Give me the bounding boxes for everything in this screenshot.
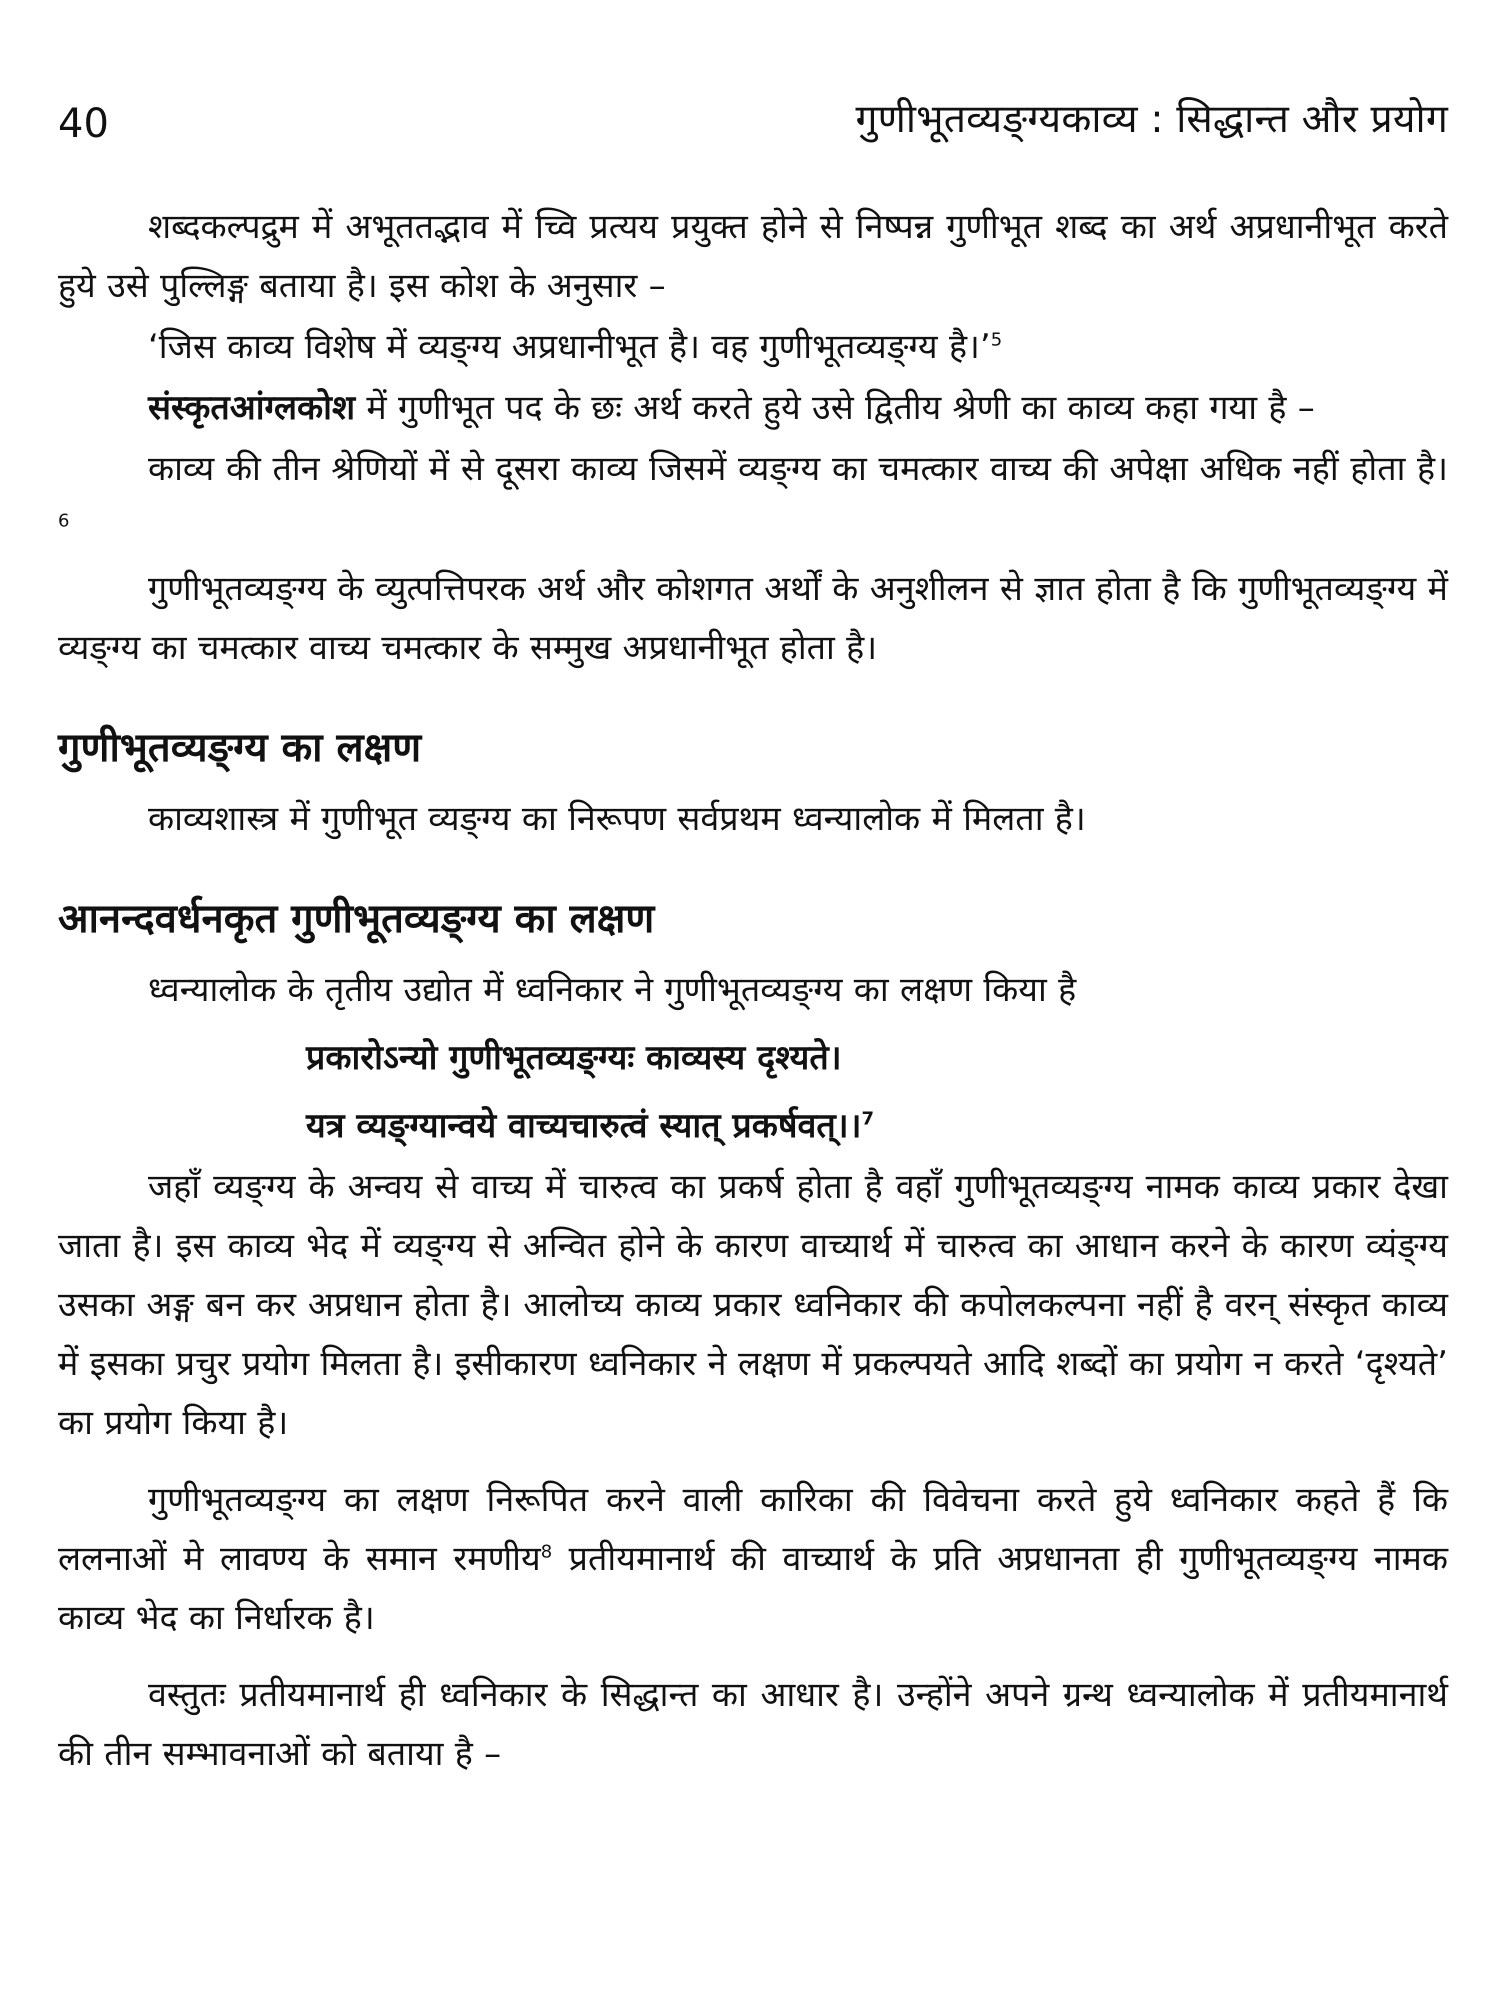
page-header	[58, 97, 1448, 170]
paragraph-text: में गुणीभूत पद के छः अर्थ करते हुये उसे द्वितीय श्रेणी का काव्य कहा गया है –	[355, 388, 1315, 428]
paragraph-text: काव्यशास्त्र में गुणीभूत व्यङ्ग्य का निरूपण सर्वप्रथम ध्वन्यालोक में मिलता है।	[148, 799, 1086, 839]
running-title: गुणीभूतव्यङ्ग्यकाव्य : सिद्धान्त और प्रयोग	[855, 97, 1448, 142]
paragraph-text: गुणीभूतव्यङ्ग्य का लक्षण निरूपित करने वाली कारिका की विवेचना करते हुये ध्वनिकार कहते हैं कि ललनाओं मे लावण्य के समान रमणीय	[58, 1480, 1448, 1579]
paragraph-three-categories	[58, 440, 1448, 558]
page-body	[58, 198, 1448, 1784]
quote-text: ‘जिस काव्य विशेष में व्यङ्ग्य अप्रधानीभूत है। वह गुणीभूतव्यङ्ग्य है।’	[148, 327, 991, 367]
paragraph-text: वस्तुतः प्रतीयमानार्थ ही ध्वनिकार के सिद्धान्त का आधार है। उन्होंने अपने ग्रन्थ ध्वन्यालोक में प्रतीयमानार्थ की तीन सम्भावनाओं को बताया है –	[58, 1675, 1448, 1774]
page-number: 40	[58, 101, 109, 147]
footnote-marker: 5	[990, 329, 1003, 351]
section-heading: गुणीभूतव्यङ्ग्य का लक्षण	[58, 725, 422, 771]
paragraph-sanskrit-english-dictionary	[58, 379, 1448, 438]
footnote-marker: 6	[58, 510, 70, 532]
paragraph-shabdakalpadruma	[58, 198, 1448, 316]
paragraph-pratiyamanartha	[58, 1666, 1448, 1784]
paragraph-verse-intro	[58, 961, 1448, 1020]
paragraph-etymology	[58, 560, 1448, 678]
section-heading: आनन्दवर्धनकृत गुणीभूतव्यङ्ग्य का लक्षण	[58, 896, 655, 942]
quote-paragraph	[58, 318, 1448, 377]
paragraph-karika-analysis	[58, 1471, 1448, 1648]
verse-text: यत्र व्यङ्ग्यान्वये वाच्यचारुत्वं स्यात् प्रकर्षवत्।।	[306, 1106, 862, 1146]
paragraph-text: ध्वन्यालोक के तृतीय उद्योत में ध्वनिकार ने गुणीभूतव्यङ्ग्य का लक्षण किया है	[148, 970, 1077, 1010]
paragraph-text: जहाँ व्यङ्ग्य के अन्वय से वाच्य में चारुत्व का प्रकर्ष होता है वहाँ गुणीभूतव्यङ्ग्य नामक काव्य प्रकार देखा जाता है। इस काव्य भेद में व्यङ्ग्य से अन्वित होने के कारण वाच्यार्थ में चारुत्व का आधान करने के कारण व्यंङ्ग्य उसका अङ्ग बन कर अप्रधान होता है। आलोच्य काव्य प्रकार ध्वनिकार की कपोलकल्पना नहीं है वरन् संस्कृत काव्य में इसका प्रचुर प्रयोग मिलता है। इसीकारण ध्वनिकार ने लक्षण में प्रकल्पयते आदि शब्दों का प्रयोग न करते ‘दृश्यते’ का प्रयोग किया है।	[58, 1167, 1448, 1443]
paragraph-text: गुणीभूतव्यङ्ग्य के व्युत्पत्तिपरक अर्थ और कोशगत अर्थों के अनुशीलन से ज्ञात होता है कि गुणीभूतव्यङ्ग्य में व्यङ्ग्य का चमत्कार वाच्य चमत्कार के सम्मुख अप्रधानीभूत होता है।	[58, 569, 1448, 668]
paragraph-text: काव्य की तीन श्रेणियों में से दूसरा काव्य जिसमें व्यङ्ग्य का चमत्कार वाच्य की अपेक्षा अधिक नहीं होता है।	[148, 449, 1448, 489]
verse-line	[306, 1096, 1448, 1156]
paragraph-text: शब्दकल्पद्रुम में अभूततद्भाव में च्वि प्रत्यय प्रयुक्त होने से निष्पन्न गुणीभूत शब्द का अर्थ अप्रधानीभूत करते हुये उसे पुल्लिङ्ग बताया है। इस कोश के अनुसार –	[58, 207, 1448, 306]
footnote-marker: 7	[861, 1108, 875, 1130]
verse-line: प्रकारोऽन्यो गुणीभूतव्यङ्ग्यः काव्यस्य दृश्यते।	[306, 1038, 842, 1078]
paragraph-text: प्रतीयमानार्थ की वाच्यार्थ के प्रति अप्रधानता ही गुणीभूतव्यङ्ग्य नामक काव्य भेद का निर्धारक है।	[58, 1539, 1449, 1638]
paragraph-explanation	[58, 1158, 1448, 1453]
paragraph-first-mention	[58, 790, 1448, 849]
dictionary-name: संस्कृतआंग्लकोश	[148, 388, 356, 428]
footnote-marker: 8	[540, 1541, 553, 1563]
